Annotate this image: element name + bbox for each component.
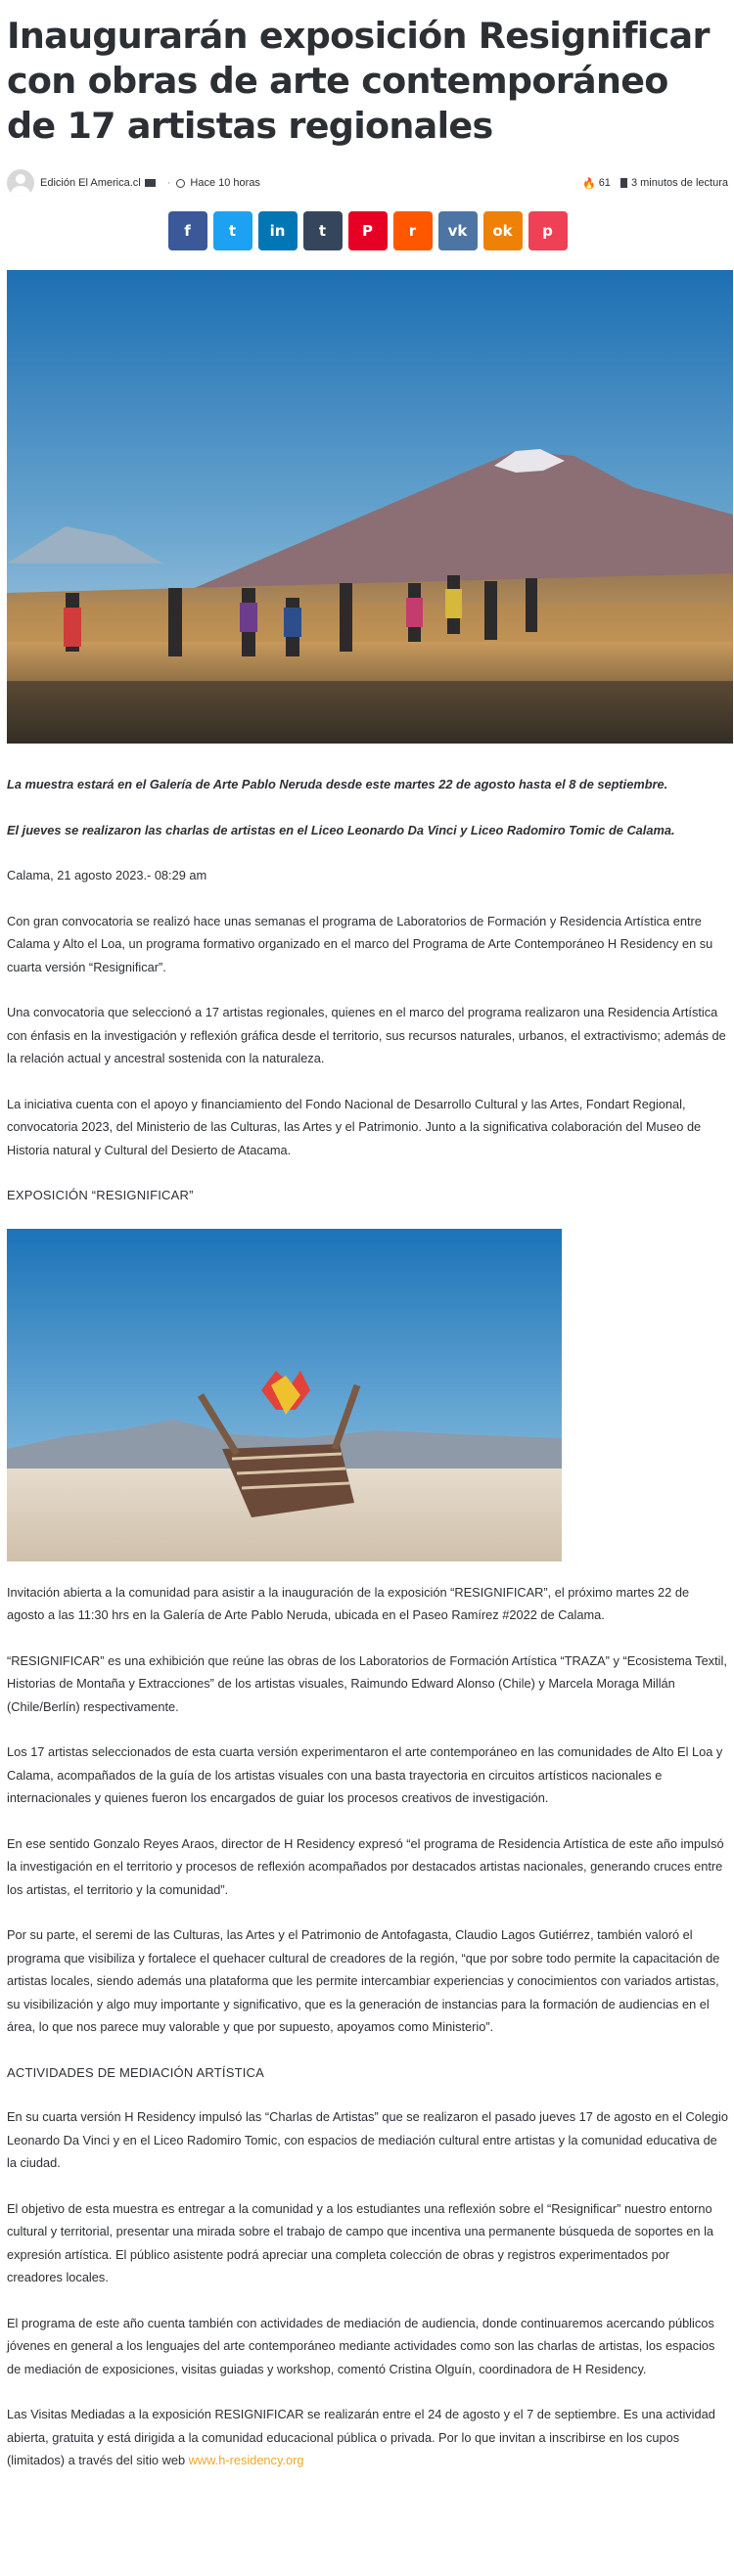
paragraph-text: Las Visitas Mediadas a la exposición RESIGNIFICAR se realizarán entre el 24 de agosto y el 7 de septiembre. Es una actividad abierta, gratuita y está dirigida a la comunidad educacional pública o privada. Por lo que invitan a inscribirse en los cupos (limitados) a través del sitio web bbox=[7, 2407, 715, 2467]
paragraph: En ese sentido Gonzalo Reyes Araos, director de H Residency expresó “el programa de Residencia Artística de este año impulsó la investigación en el territorio y procesos de reflexión acompañados por destacados artistas nacionales, generando cruces entre los artistas, el territorio y la comunidad”. bbox=[7, 1835, 724, 1897]
paragraph: La iniciativa cuenta con el apoyo y financiamiento del Fondo Nacional de Desarrollo Cultural y las Artes, Fondart Regional, convocatoria 2023, del Ministerio de las Culturas, las Artes y el Patrimonio. Junto a la significativa colaboración del Museo de Historia natural y Cultural del Desierto de Atacama. bbox=[7, 1096, 702, 1157]
read-time: 3 minutos de lectura bbox=[630, 177, 728, 189]
share-linkedin-button[interactable] bbox=[258, 211, 298, 250]
twitter-icon: t bbox=[228, 222, 237, 240]
email-icon[interactable] bbox=[145, 179, 156, 187]
pinterest-icon: P bbox=[362, 222, 373, 240]
share-tumblr-button[interactable] bbox=[303, 211, 343, 250]
share-reddit-button[interactable] bbox=[393, 211, 433, 250]
share-facebook-button[interactable] bbox=[168, 211, 207, 250]
vk-icon: vk bbox=[447, 222, 468, 240]
separator-dot: · bbox=[166, 177, 171, 189]
paragraph bbox=[7, 2403, 728, 2472]
dateline: Calama, 21 agosto 2023.- 08:29 am bbox=[7, 868, 207, 882]
article-page bbox=[0, 14, 734, 2472]
paragraph: Con gran convocatoria se realizó hace unas semanas el programa de Laboratorios de Formación y Residencia Artística entre Calama y Alto el Loa, un programa formativo organizado en el marco del Programa de Arte Contemporáneo H Residency en su cuarta versión “Resignificar”. bbox=[7, 913, 713, 974]
article-body bbox=[7, 773, 728, 2472]
paragraph: Los 17 artistas seleccionados de esta cuarta versión experimentaron el arte contemporáneo en las comunidades de Alto El Loa y Calama, acompañados de la guía de los artistas visuales con una basta trayectoria en circuitos artísticos nacionales e internacionales y quienes fueron los encargados de guiar los procesos creativos de investigación. bbox=[7, 1744, 723, 1805]
pocket-icon: p bbox=[542, 222, 553, 240]
author-avatar[interactable] bbox=[7, 169, 34, 197]
share-buttons bbox=[7, 211, 728, 250]
section-heading: EXPOSICIÓN “RESIGNIFICAR” bbox=[7, 1188, 194, 1202]
paragraph: El objetivo de esta muestra es entregar a la comunidad y a los estudiantes una reflexión sobre el “Resignificar” nuestro entorno cultural y territorial, presentar una mirada sobre el trabajo de campo que incentiva una permanente búsqueda de soportes en la expresión artística. El público asistente podrá apreciar una completa colección de obras y registros experimentados por creadores locales. bbox=[7, 2200, 714, 2284]
fire-icon: 🔥 bbox=[581, 177, 596, 190]
odnoklassniki-icon: ok bbox=[492, 222, 513, 240]
paragraph: En su cuarta versión H Residency impulsó las “Charlas de Artistas” que se realizaron el pasado jueves 17 de agosto en el Colegio Leonardo Da Vinci y en el Liceo Radomiro Tomic, con espacios de mediación cultural entre artistas y la comunidad educativa de la ciudad. bbox=[7, 2109, 728, 2170]
author-link[interactable]: Edición El America.cl bbox=[40, 177, 141, 189]
reddit-icon: r bbox=[408, 222, 417, 240]
lead-paragraph: La muestra estará en el Galería de Arte Pablo Neruda desde este martes 22 de agosto hasta el 8 de septiembre. bbox=[7, 777, 668, 791]
share-vk-button[interactable] bbox=[438, 211, 478, 250]
share-odnoklassniki-button[interactable] bbox=[483, 211, 523, 250]
linkedin-icon: in bbox=[269, 222, 286, 240]
facebook-icon: f bbox=[184, 222, 191, 240]
paragraph: Invitación abierta a la comunidad para asistir a la inauguración de la exposición “RESIGNIFICAR”, el próximo martes 22 de agosto a las 11:30 hrs en la Galería de Arte Pablo Neruda, ubicada en el Paseo Ramírez #2022 de Calama. bbox=[7, 1584, 690, 1622]
bookmark-icon bbox=[620, 178, 627, 188]
website-link[interactable]: www.h-residency.org bbox=[188, 2453, 304, 2467]
exhibition-photo bbox=[7, 1229, 562, 1561]
article-meta bbox=[7, 166, 728, 200]
paragraph: “RESIGNIFICAR” es una exhibición que reúne las obras de los Laboratorios de Formación Artística “TRAZA” y “Ecosistema Textil, Historias de Montaña y Extracciones” de los artistas visuales, Raimundo Edward Alonso (Chile) y Marcela Moraga Millán (Chile/Berlín) respectivamente. bbox=[7, 1652, 727, 1714]
hero-photo bbox=[7, 270, 733, 744]
share-pinterest-button[interactable] bbox=[348, 211, 388, 250]
share-pocket-button[interactable] bbox=[528, 211, 568, 250]
view-count: 61 bbox=[598, 177, 611, 189]
paragraph: Una convocatoria que seleccionó a 17 artistas regionales, quienes en el marco del programa realizaron una Residencia Artística con énfasis en la investigación y reflexión gráfica desde el territorio, sus recursos naturales, urbanos, el extractivismo; además de la relación actual y ancestral sostenida con la naturaleza. bbox=[7, 1005, 726, 1065]
section-heading: ACTIVIDADES DE MEDIACIÓN ARTÍSTICA bbox=[7, 2064, 264, 2080]
paragraph: Por su parte, el seremi de las Culturas, las Artes y el Patrimonio de Antofagasta, Claudio Lagos Gutiérrez, también valoró el programa que visibiliza y fortalece el quehacer cultural de creadores de la región, “que por sobre todo permite la capacitación de artistas locales, siendo además una plataforma que les permite intercambiar experiencias y conocimientos con variados artistas, su visibilización y algo muy importante y significativo, que es la generación de instancias para la formación de audiencias en el área, lo que nos parece muy valorable y que por supuesto, apoyamos como Ministerio”. bbox=[7, 1927, 720, 2034]
paragraph: El programa de este año cuenta también con actividades de mediación de audiencia, donde continuaremos acercando públicos jóvenes en general a los lenguajes del arte contemporáneo mediante actividades como son las charlas de artistas, los espacios de mediación de exposiciones, visitas guiadas y workshop, comentó Cristina Olguín, coordinadora de H Residency. bbox=[7, 2315, 715, 2376]
lead-paragraph: El jueves se realizaron las charlas de artistas en el Liceo Leonardo Da Vinci y Liceo Radomiro Tomic de Calama. bbox=[7, 822, 675, 837]
post-time: Hace 10 horas bbox=[190, 177, 260, 189]
share-twitter-button[interactable] bbox=[213, 211, 252, 250]
article-title: Inaugurarán exposición Resignificar con obras de arte contemporáneo de 17 artistas regionales bbox=[7, 15, 710, 147]
tumblr-icon: t bbox=[318, 222, 327, 240]
clock-icon bbox=[176, 179, 185, 188]
